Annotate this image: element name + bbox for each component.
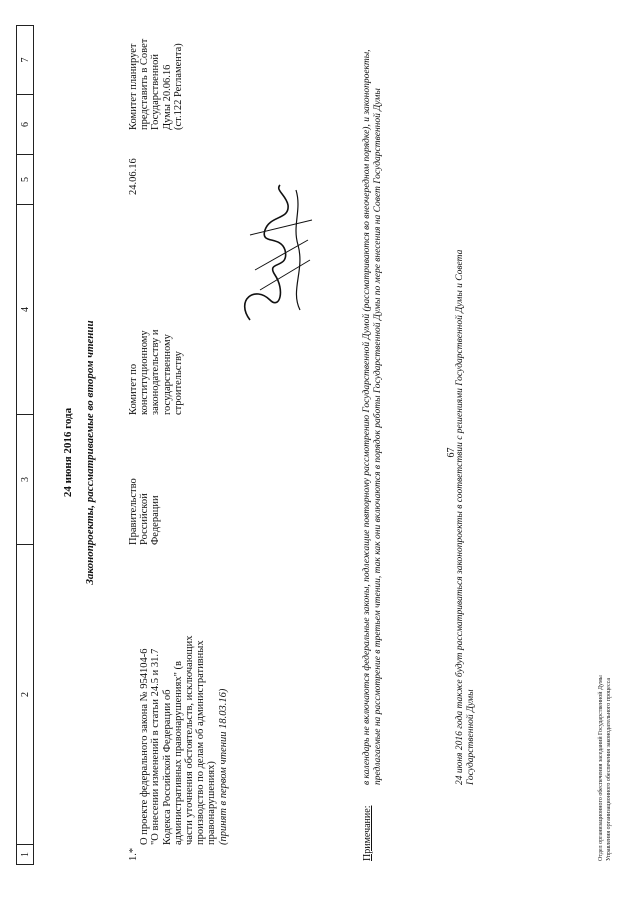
item-committee: Комитет по конституционному законодательству и государственному строительству — [128, 329, 184, 415]
page-number: 67 — [446, 447, 457, 458]
note-label: Примечание: — [362, 805, 373, 861]
header-cell-1: 1 — [17, 844, 33, 864]
item-date: 24.06.16 — [128, 158, 139, 195]
item-reading-note: (принят в первом чтении 18.03.16) — [217, 688, 229, 845]
header-cell-3: 3 — [17, 414, 33, 544]
footer-line-1: Отдел организационного обеспечения заседаний Государственной Думы — [598, 675, 604, 861]
header-cell-2: 2 — [17, 544, 33, 844]
handwritten-signature — [230, 180, 325, 330]
header-cell-5: 5 — [17, 154, 33, 204]
header-cell-6: 6 — [17, 94, 33, 154]
date-heading: 24 июня 2016 года — [62, 407, 74, 498]
item-description-cell — [128, 635, 240, 845]
item-number: 1.* — [128, 847, 139, 861]
note-additional-text: 24 июня 2016 года также будут рассматриваться законопроекты в соответствии с решениями Государственной Думы и Совета Государственной Думы — [455, 249, 476, 785]
item-plan: Комитет планирует представить в Совет Государственной Думы 20.06.16 (ст.122 Регламента) — [128, 38, 184, 130]
column-number-header — [16, 25, 34, 865]
footer-line-2: Управления организационного обеспечения законодательного процесса — [605, 677, 612, 861]
footer-department — [598, 675, 613, 861]
header-cell-4: 4 — [17, 204, 33, 414]
header-cell-7: 7 — [19, 57, 31, 63]
item-description: О проекте федерального закона № 954104-6 "О внесении изменений в статьи 24.5 и 31.7 Кодекса Российской Федерации об административных правонарушениях" (в части уточнения обстоятельств, исключающих производство по делам об административных правонарушениях) — [139, 635, 218, 845]
section-heading: Законопроекты, рассматриваемые во втором чтении — [84, 320, 96, 585]
item-initiator: Правительство Российской Федерации — [128, 478, 162, 545]
note-text: в календарь не включаются федеральные законы, подлежащие повторному рассмотрению Государственной Думой (рассматриваются во внеочередном порядке), и законопроекты, предлагаемые на рассмотрение в третьем чтении, так как они включаются в порядок работы Государственной Думы по мере внесения на Совет Государственной Думы — [362, 49, 383, 785]
